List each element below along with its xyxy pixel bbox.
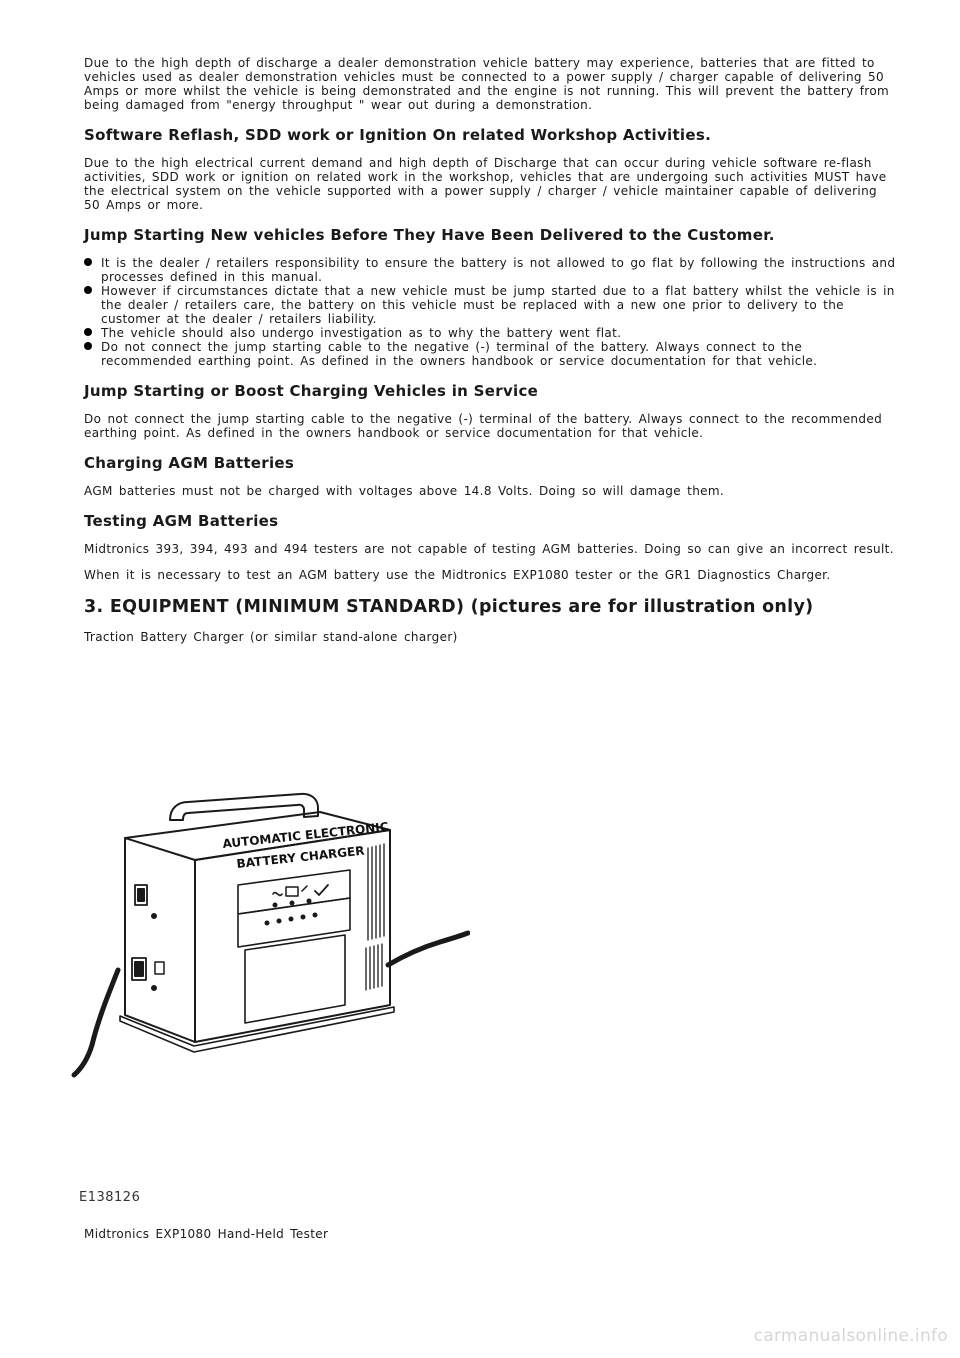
section-body-testing-agm-2: When it is necessary to test an AGM battery use the Midtronics EXP1080 tester or the GR1 Diagnostics Charger. [84,568,831,582]
list-item: The vehicle should also undergo investigation as to why the battery went flat. [84,326,896,340]
site-watermark: carmanualsonline.info [753,1326,948,1346]
figure-id: E138126 [79,1190,141,1205]
list-item: It is the dealer / retailers responsibility to ensure the battery is not allowed to go flat by following the instructions and processes defined in this manual. [84,256,896,284]
intro-paragraph: Due to the high depth of discharge a dealer demonstration vehicle battery may experience, batteries that are fitted to vehicles used as dealer demonstration vehicles must be connected to a power supply / charger capable of delivering 50 Amps or more whilst the vehicle is being demonstrated and the engine is not running. This will prevent the battery from being damaged from "energy throughput " wear out during a demonstration. [84,56,890,112]
section-body-jump-starting-service: Do not connect the jump starting cable to the negative (-) terminal of the battery. Always connect to the recommended earthing point. As defined in the owners handbook or service documentation for that vehicle. [84,412,883,440]
document-body [84,56,896,644]
next-item-caption: Midtronics EXP1080 Hand-Held Tester [84,1227,329,1241]
charger-label-line1: AUTOMATIC ELECTRONIC [221,819,390,851]
section-heading-software-reflash: Software Reflash, SDD work or Ignition On related Workshop Activities. [84,126,712,144]
section-heading-jump-starting-service: Jump Starting or Boost Charging Vehicles in Service [84,382,539,400]
list-item: Do not connect the jump starting cable to the negative (-) terminal of the battery. Always connect to the recommended earthing point. As defined in the owners handbook or service documentation for that vehicle. [84,340,896,368]
section-body-charging-agm: AGM batteries must not be charged with voltages above 14.8 Volts. Doing so will damage them. [84,484,725,498]
section-heading-jump-starting-new: Jump Starting New vehicles Before They Have Been Delivered to the Customer. [84,226,775,244]
battery-charger-illustration [70,790,470,1220]
equipment-heading: 3. EQUIPMENT (MINIMUM STANDARD) (pictures are for illustration only) [84,597,814,617]
charger-label-line2: BATTERY CHARGER [235,843,366,871]
section-body-testing-agm: Midtronics 393, 394, 493 and 494 testers are not capable of testing AGM batteries. Doing so can give an incorrect result. [84,542,894,556]
section-body-software-reflash: Due to the high electrical current demand and high depth of Discharge that can occur during vehicle software re-flash activities, SDD work or ignition on related work in the workshop, vehicles that are undergoing such activities MUST have the electrical system on the vehicle supported with a power supply / charger / vehicle maintainer capable of delivering 50 Amps or more. [84,156,887,212]
equipment-intro: Traction Battery Charger (or similar stand-alone charger) [84,630,458,644]
battery-charger-drawing [70,790,470,1220]
jump-starting-list [84,256,896,368]
section-heading-charging-agm: Charging AGM Batteries [84,454,295,472]
list-item: However if circumstances dictate that a new vehicle must be jump started due to a flat battery whilst the vehicle is in the dealer / retailers care, the battery on this vehicle must be replaced with a new one prior to delivery to the customer at the dealer / retailers liability. [84,284,896,326]
section-heading-testing-agm: Testing AGM Batteries [84,512,279,530]
